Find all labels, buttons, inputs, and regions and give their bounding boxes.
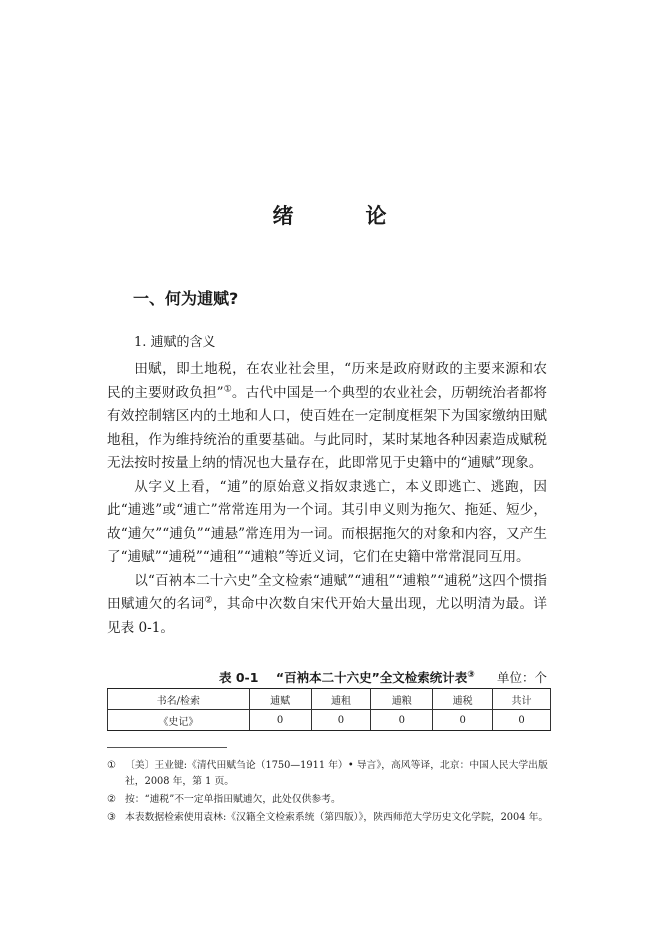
- footnote-ref-1[interactable]: ①: [223, 383, 232, 394]
- table-header-row: [108, 689, 551, 710]
- body-text: [107, 358, 547, 640]
- paragraph-2: 从字义上看，“逋”的原始意义指奴隶逃亡，本义即逃亡、逃跑，因此“逋逃”或“逋亡”常常连用为一个词。其引申义则为拖欠、拖延、短少，故“逋欠”“逋负”“逋悬”常连用为一词。而根据拖欠的对象和内容，又产生了“逋赋”“逋税”“逋租”“逋粮”等近义词，它们在史籍中常常混同互用。: [107, 478, 547, 565]
- footnote-2: ② 按：“逋税”不一定单指田赋逋欠，此处仅供参考。: [107, 794, 341, 805]
- table-cell: 0: [493, 710, 551, 731]
- table-cell: 《史记》: [108, 710, 250, 731]
- paragraph-3: 以“百衲本二十六史”全文检索“逋赋”“逋租”“逋粮”“逋税”这四个惯指田赋逋欠的名词②，其命中次数自宋代开始大量出现，尤以明清为最。详见表 0-1。: [107, 572, 548, 636]
- table-header: 逋赋: [249, 689, 311, 710]
- subsection-heading: 1. 逋赋的含义: [134, 335, 216, 350]
- stats-table: [107, 688, 551, 731]
- table-cell: 0: [249, 710, 311, 731]
- footnote-ref-3[interactable]: ③: [467, 669, 475, 680]
- chapter-title-left: 绪: [272, 204, 296, 228]
- section-heading: 一、何为逋赋?: [133, 289, 239, 308]
- table-cell: 0: [371, 710, 433, 731]
- table-row: [108, 710, 551, 731]
- table-caption: [107, 668, 547, 686]
- footnote-ref-2[interactable]: ②: [204, 595, 213, 606]
- paragraph-1: 田赋，即土地税，在农业社会里，“历来是政府财政的主要来源和农民的主要财政负担”①。古代中国是一个典型的农业社会，历朝统治者都将有效控制辖区内的土地和人口，使百姓在一定制度框架下为国家缴纳田赋地租，作为维持统治的重要基础。与此同时，某时某地各种因素造成赋税无法按时按量上纳的情况也大量存在，此即常见于史籍中的“逋赋”现象。: [107, 361, 547, 471]
- table-header: 逋税: [433, 689, 493, 710]
- table-header: 书名/检索: [108, 689, 250, 710]
- chapter-title: [0, 200, 661, 230]
- table-header: 共计: [493, 689, 551, 710]
- table-cell: 0: [311, 710, 371, 731]
- table-header: 逋租: [311, 689, 371, 710]
- chapter-title-right: 论: [365, 204, 389, 228]
- table-unit: 单位：个: [496, 670, 547, 685]
- table-cell: 0: [433, 710, 493, 731]
- footnote-1: ① 〔美〕王业键:《清代田赋刍论（1750—1911 年）• 导言》，高风等译，北京：中国人民大学出版社，2008 年，第 1 页。: [107, 760, 548, 787]
- table-caption-title: 表 0-1 “百衲本二十六史”全文检索统计表③: [219, 669, 475, 685]
- table-header: 逋粮: [371, 689, 433, 710]
- footnote-3: ③ 本表数据检索使用袁林:《汉籍全文检索系统（第四版）》，陕西师范大学历史文化学院，2004 年。: [107, 812, 549, 823]
- footnotes: [107, 758, 553, 828]
- footnote-divider: [107, 747, 227, 748]
